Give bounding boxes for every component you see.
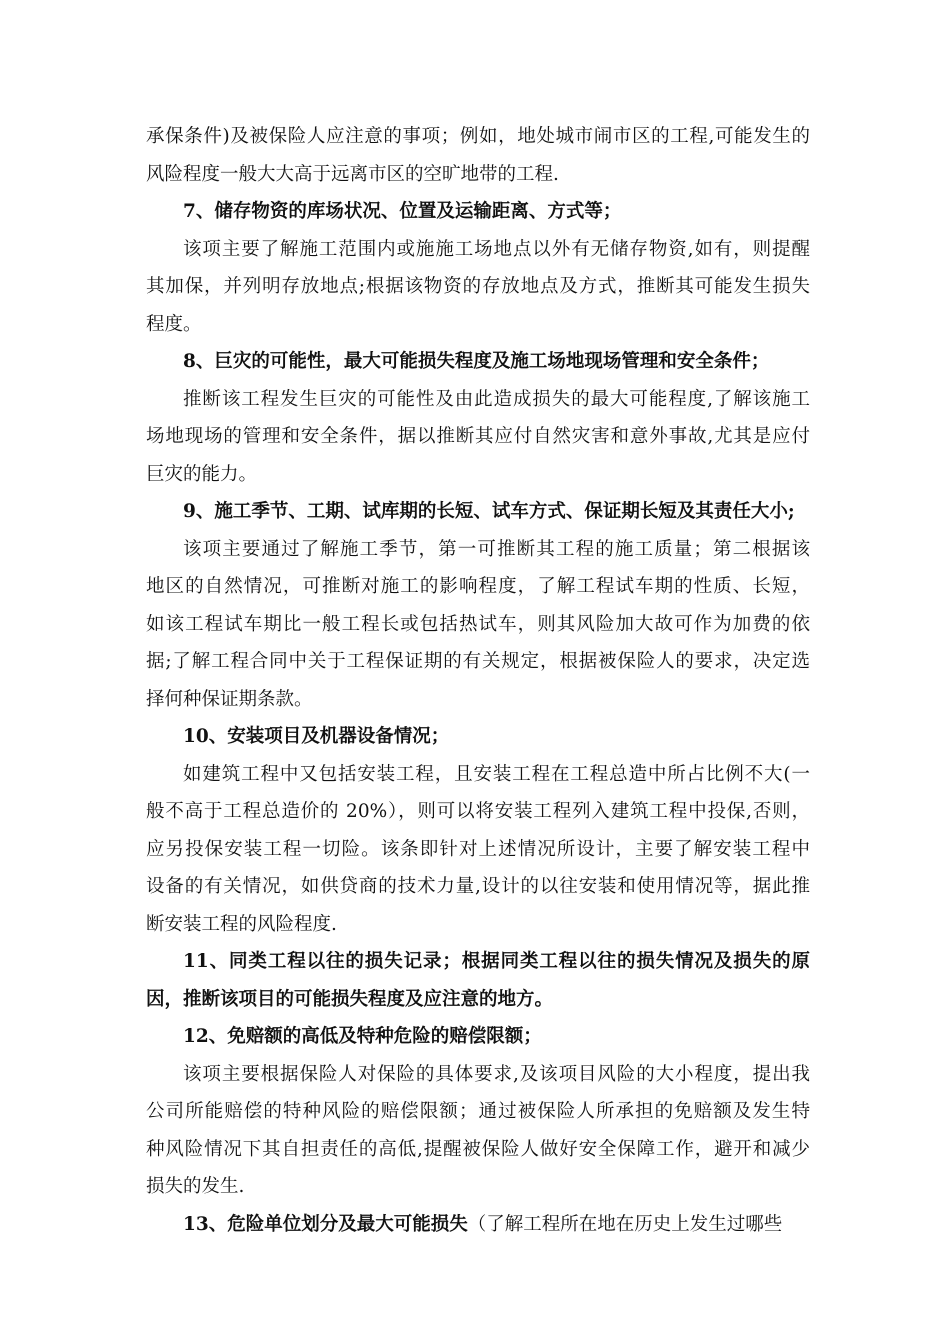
paragraph-line: 程度。 (146, 313, 202, 335)
section-heading-11: 11、同类工程以往的损失记录；根据同类工程以往的损失情况及损失的原 (183, 951, 810, 972)
paragraph-line: 择何种保证期条款。 (146, 688, 313, 710)
section-heading-11-continued: 因，推断该项目的可能损失程度及应注意的地方。 (146, 988, 554, 1010)
section-heading-12: 12、免赔额的高低及特种危险的赔偿限额； (183, 1026, 542, 1047)
paragraph-line: 风险程度一般大大高于远离市区的空旷地带的工程. (146, 163, 559, 185)
paragraph-line: 断安装工程的风险程度. (146, 913, 337, 935)
paragraph-line: 该项主要根据保险人对保险的具体要求,及该项目风险的大小程度，提出我 (183, 1063, 810, 1085)
section-heading-7: 7、储存物资的库场状况、位置及运输距离、方式等； (183, 201, 622, 222)
section-heading-13: 13、危险单位划分及最大可能损失 (183, 1213, 468, 1235)
paragraph-line: 承保条件)及被保险人应注意的事项；例如，地处城市闹市区的工程,可能发生的 (146, 126, 810, 147)
paragraph-line: 般不高于工程总造价的 20%），则可以将安装工程列入建筑工程中投保,否则， (146, 801, 810, 822)
section-heading-8: 8、巨灾的可能性，最大可能损失程度及施工场地现场管理和安全条件； (183, 351, 770, 372)
paragraph-line: 该项主要了解施工范围内或施施工场地点以外有无储存物资,如有，则提醒 (183, 238, 810, 260)
paragraph-line: 巨灾的能力。 (146, 463, 258, 485)
section-heading-13-line (146, 1206, 810, 1244)
paragraph-line: 该项主要通过了解施工季节，第一可推断其工程的施工质量；第二根据该 (183, 538, 810, 560)
paragraph-line: 公司所能赔偿的特种风险的赔偿限额；通过被保险人所承担的免赔额及发生特 (146, 1101, 810, 1122)
section-heading-9: 9、施工季节、工期、试库期的长短、试车方式、保证期长短及其责任大小; (183, 501, 795, 522)
paragraph-line: 应另投保安装工程一切险。该条即针对上述情况所设计，主要了解安装工程中 (146, 838, 810, 860)
paragraph-line: 种风险情况下其自担责任的高低,提醒被保险人做好安全保障工作，避开和减少 (146, 1138, 810, 1160)
paragraph-line: 场地现场的管理和安全条件，据以推断其应付自然灾害和意外事故,尤其是应付 (146, 426, 810, 447)
section-13-note: （了解工程所在地在历史上发生过哪些 (467, 1213, 783, 1235)
paragraph-line: 如建筑工程中又包括安装工程，且安装工程在工程总造中所占比例不大(一 (183, 763, 810, 785)
paragraph-line: 推断该工程发生巨灾的可能性及由此造成损失的最大可能程度,了解该施工 (183, 388, 810, 410)
paragraph-line: 损失的发生. (146, 1176, 245, 1197)
paragraph-line: 设备的有关情况，如供贷商的技术力量,设计的以往安装和使用情况等，据此推 (146, 876, 810, 897)
paragraph-line: 其加保，并列明存放地点;根据该物资的存放地点及方式，推断其可能发生损失 (146, 276, 810, 297)
paragraph-line: 地区的自然情况，可推断对施工的影响程度，了解工程试车期的性质、长短， (146, 576, 810, 597)
document-page (146, 118, 810, 1243)
section-heading-10: 10、安装项目及机器设备情况； (183, 726, 450, 747)
paragraph-line: 据;了解工程合同中关于工程保证期的有关规定，根据被保险人的要求，决定选 (146, 651, 810, 672)
paragraph-line: 如该工程试车期比一般工程长或包括热试车，则其风险加大故可作为加费的依 (146, 613, 810, 635)
